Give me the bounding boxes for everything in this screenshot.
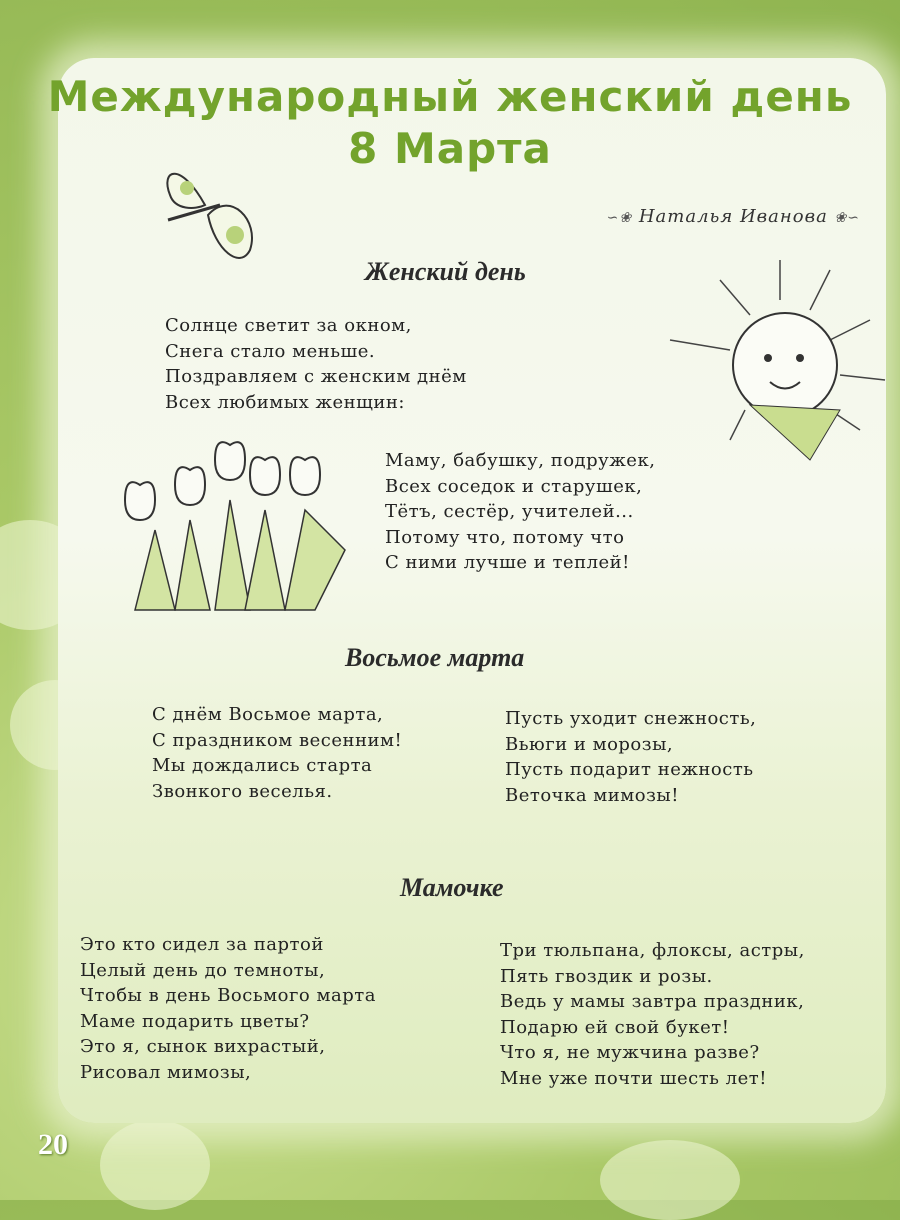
poem-line: Пусть уходит снежность,	[505, 708, 757, 729]
poem-line: Маму, бабушку, подружек,	[385, 450, 656, 471]
page-title-line1: Международный женский день	[47, 72, 853, 121]
poem-line: Рисовал мимозы,	[80, 1061, 252, 1083]
poem-line: Это я, сынок вихрастый,	[80, 1036, 326, 1057]
poem-stanza	[165, 313, 467, 415]
poem-stanza	[385, 448, 655, 576]
ornament-icon: ∽❀	[606, 210, 633, 226]
background-flower	[100, 1120, 210, 1210]
poem-line: Три тюльпана, флоксы, астры,	[500, 940, 805, 961]
poem-title: Восьмое марта	[345, 643, 525, 672]
poem-line: Чтобы в день Восьмого марта	[80, 985, 376, 1006]
author-name: Наталья Иванова	[638, 206, 828, 227]
butterfly-icon	[160, 160, 260, 270]
poem-line: Ведь у мамы завтра праздник,	[500, 991, 805, 1012]
poem-line: Что я, не мужчина разве?	[500, 1042, 760, 1063]
poem-line: Тётъ, сестёр, учителей...	[385, 501, 634, 522]
poem-stanza	[500, 938, 805, 1091]
poem-line: Пять гвоздик и розы.	[500, 965, 713, 987]
poem-line: Поздравляем с женским днём	[165, 366, 467, 387]
poem-line: Пусть подарит нежность	[505, 759, 754, 780]
poem-line: Снега стало меньше.	[165, 340, 376, 362]
poem-stanza	[80, 932, 376, 1085]
poem-line: Всех соседок и старушек,	[385, 475, 643, 497]
poem-line: Целый день до темноты,	[80, 959, 326, 981]
poem-line: Вьюги и морозы,	[505, 733, 674, 755]
poem-line: Веточка мимозы!	[505, 784, 679, 806]
tulips-illustration	[115, 440, 355, 615]
poem-line: С праздником весенним!	[152, 729, 403, 751]
poem-stanza	[152, 702, 402, 804]
poem-line: Всех любимых женщин:	[165, 391, 405, 413]
background-flower	[600, 1140, 740, 1220]
ornament-icon: ❀∽	[834, 210, 860, 226]
poem-line: Подарю ей свой букет!	[500, 1016, 730, 1038]
poem-line: Мы дождались старта	[152, 755, 373, 776]
poem-stanza	[505, 706, 756, 808]
poem-line: С ними лучше и теплей!	[385, 552, 630, 573]
author-line	[607, 206, 860, 227]
poem-line: Солнце светит за окном,	[165, 315, 412, 336]
sun-illustration	[660, 240, 890, 470]
poem-line: Маме подарить цветы?	[80, 1010, 310, 1032]
poem-title: Женский день	[365, 257, 526, 286]
page-number: 20	[38, 1128, 68, 1161]
poem-line: Мне уже почти шесть лет!	[500, 1067, 767, 1089]
poem-line: Это кто сидел за партой	[80, 934, 324, 955]
poem-line: С днём Восьмое марта,	[152, 704, 384, 725]
poem-line: Потому что, потому что	[385, 526, 625, 548]
poem-title: Мамочке	[400, 873, 504, 902]
page-title-line2: 8 Марта	[348, 124, 552, 173]
poem-line: Звонкого веселья.	[152, 780, 333, 802]
